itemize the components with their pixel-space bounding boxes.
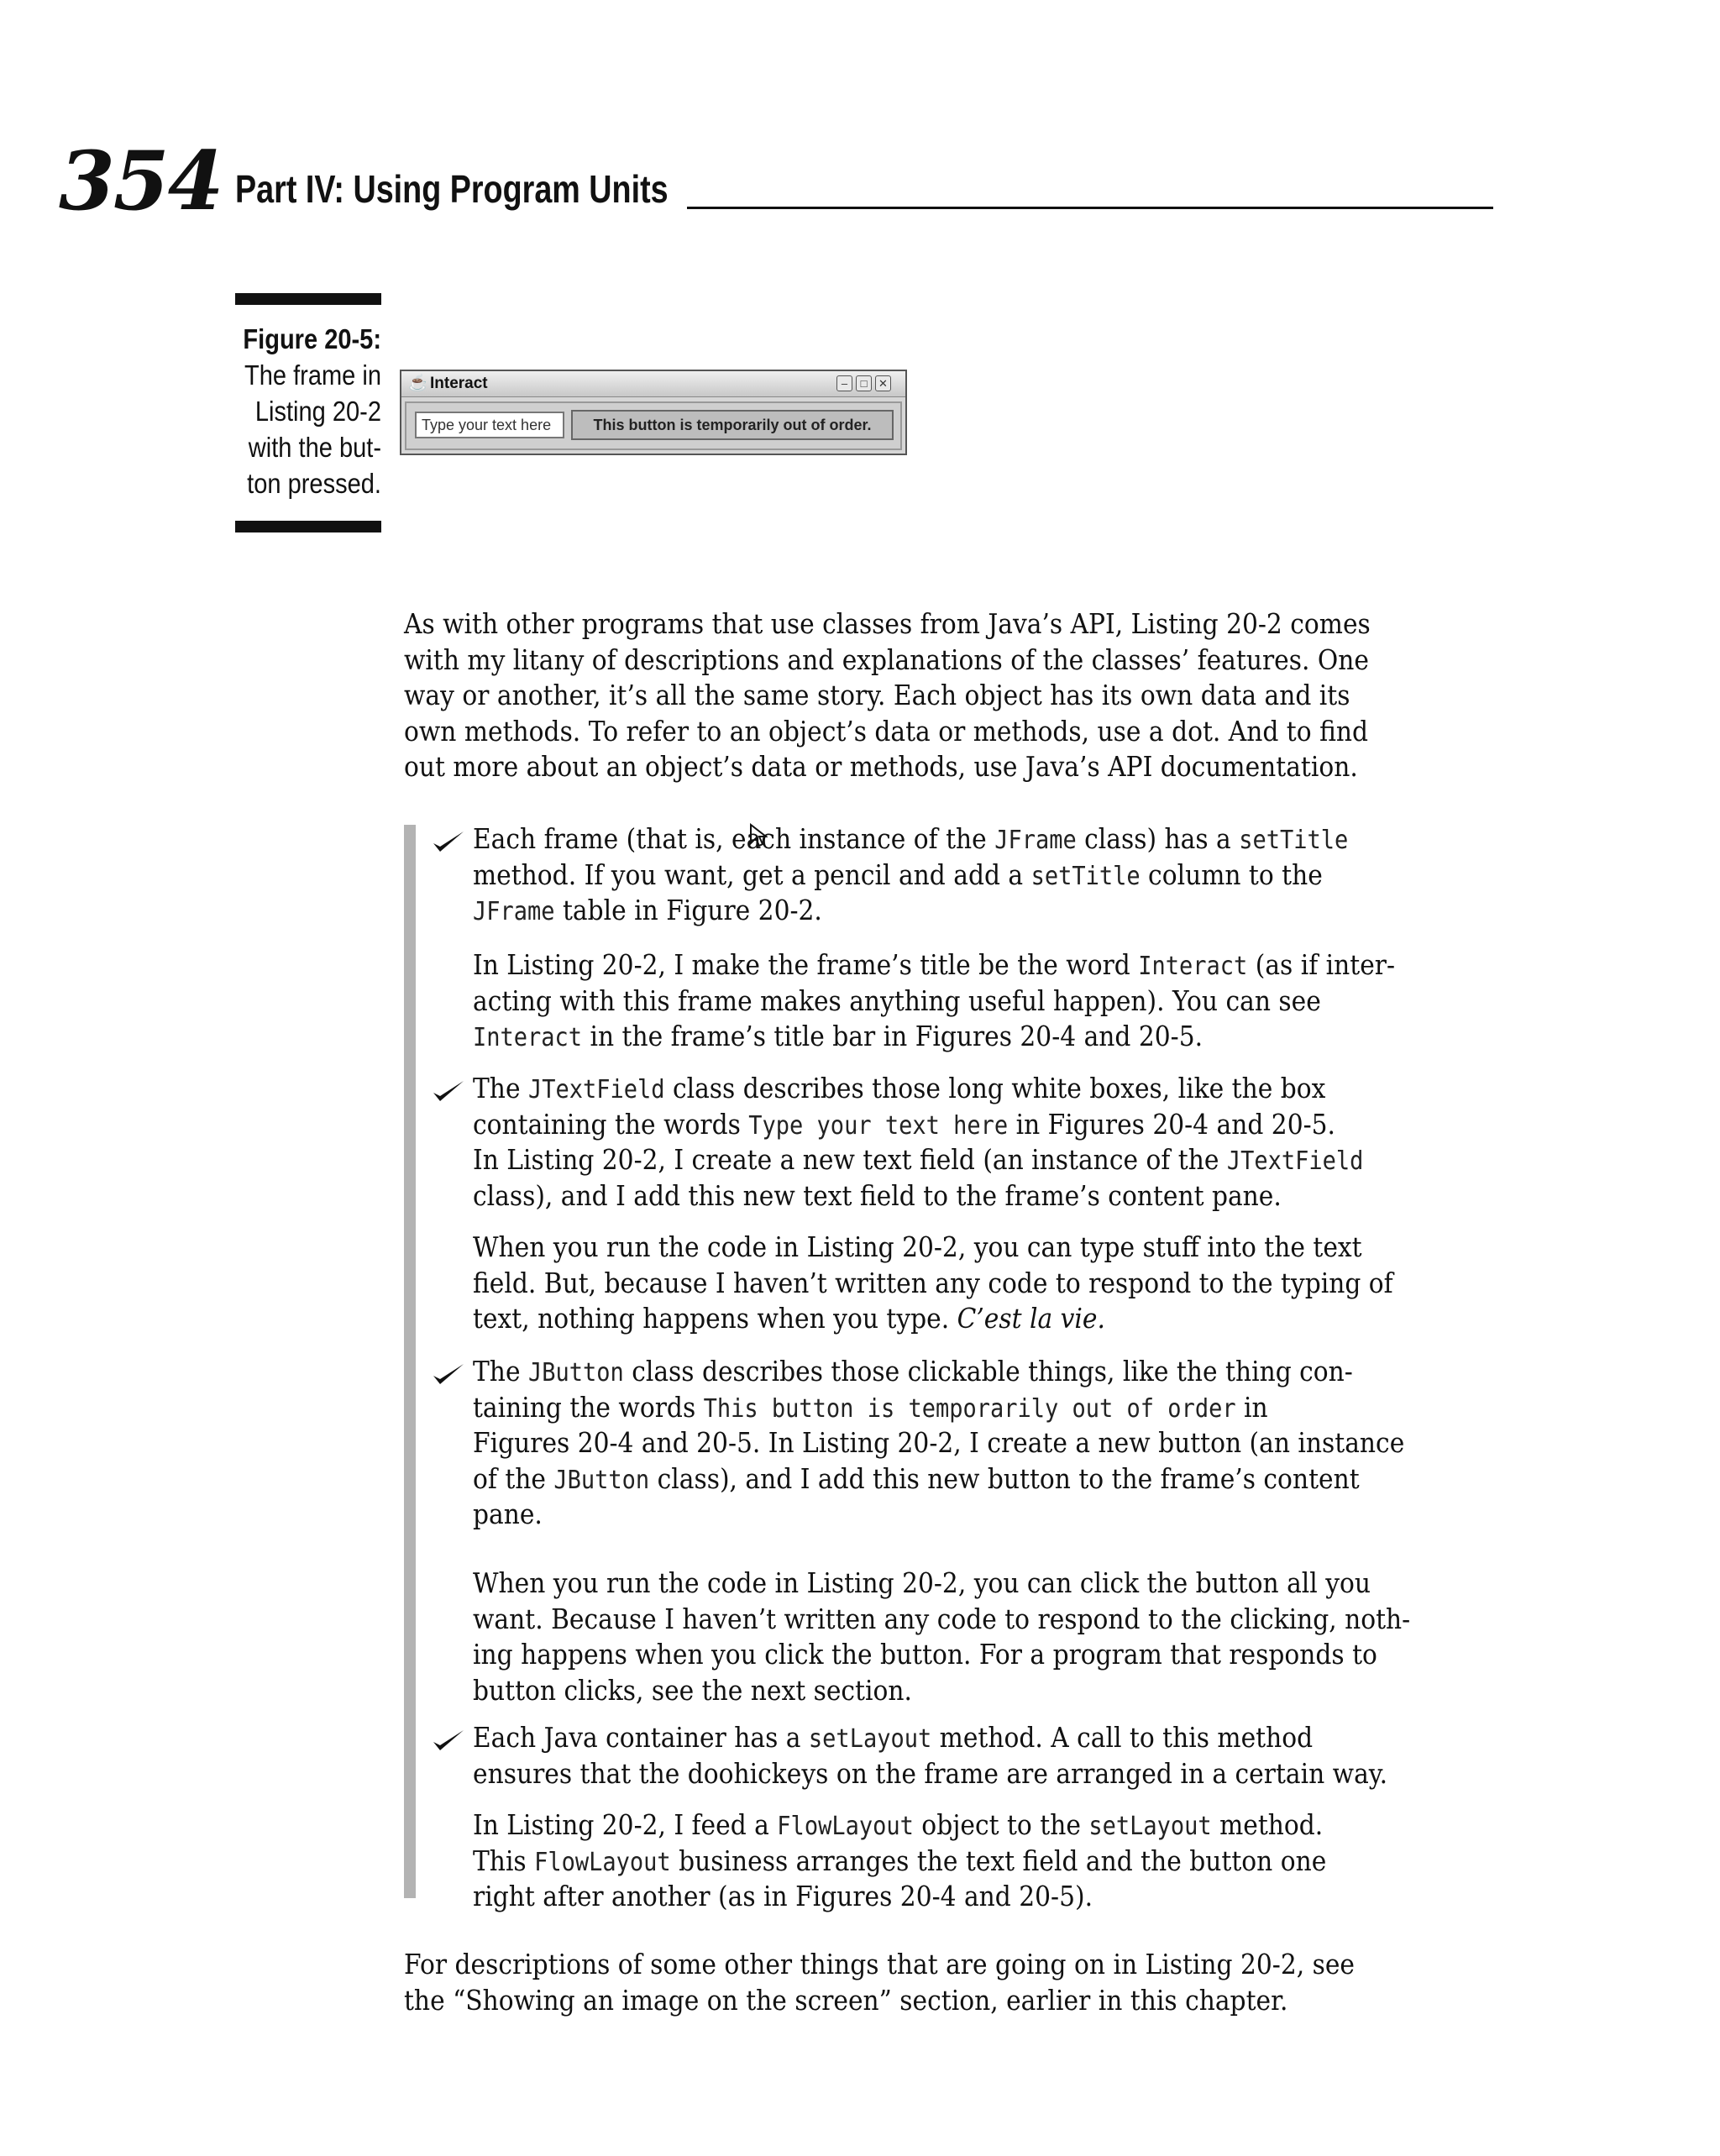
text-run: When you run the code in Listing 20-2, you can click the button all you — [473, 1566, 1371, 1599]
text-run: column to the — [1140, 858, 1323, 891]
text-line — [473, 1390, 1268, 1428]
text-field[interactable]: Type your text here — [415, 412, 564, 438]
text-run: business arranges the text field and the button one — [670, 1844, 1327, 1877]
text-run: in Figures 20-4 and 20-5. — [1008, 1107, 1335, 1141]
text-line — [473, 1354, 1353, 1392]
caption-line: with the but- — [248, 432, 381, 463]
intro-line: out more about an object’s data or methods, use Java’s API documentation. — [404, 750, 1358, 783]
caption-line: Listing 20-2 — [254, 396, 381, 427]
text-run: Figures 20-4 and 20-5. In Listing 20-2, I create a new button (an instance — [473, 1426, 1405, 1459]
check-bullet-icon — [432, 1361, 465, 1387]
text-run: The — [473, 1072, 528, 1104]
text-run: acting with this frame makes anything useful happen). You can see — [473, 984, 1321, 1017]
text-run: In Listing 20-2, I create a new text field (an instance of the — [473, 1143, 1227, 1176]
intro-line: own methods. To refer to an object’s data or methods, use a dot. And to find — [404, 714, 1369, 748]
intro-line: with my litany of descriptions and explanations of the classes’ features. One — [404, 643, 1369, 676]
java-cup-icon: ☕ — [408, 375, 428, 392]
text-line — [473, 1673, 912, 1709]
text-run: text, nothing happens when you type. — [473, 1302, 957, 1335]
code-term: Interact — [473, 1023, 583, 1052]
figure-label: Figure 20-5: — [243, 323, 381, 354]
text-run: This — [473, 1844, 535, 1877]
window-title: Interact — [430, 375, 488, 392]
text-run: in — [1235, 1390, 1268, 1424]
text-line — [473, 1230, 1362, 1266]
text-line — [473, 1602, 1410, 1638]
content-pane — [405, 401, 902, 450]
closing-line: the “Showing an image on the screen” section, earlier in this chapter. — [404, 1983, 1288, 2017]
intro-line: As with other programs that use classes from Java’s API, Listing 20-2 comes — [404, 607, 1371, 640]
text-run: button clicks, see the next section. — [473, 1673, 912, 1707]
list-side-bar — [404, 825, 416, 1898]
text-run: containing the words — [473, 1107, 749, 1141]
intro-line: way or another, it’s all the same story. Each object has its own data and its — [404, 679, 1350, 711]
italic-text: C’est la vie. — [957, 1302, 1105, 1335]
text-run: (as if inter- — [1247, 948, 1396, 981]
text-line — [473, 1720, 1313, 1758]
text-run: class describes those clickable things, like the thing con- — [623, 1355, 1353, 1387]
check-bullet-icon — [432, 1727, 465, 1754]
page-header-title: Part IV: Using Program Units — [235, 167, 669, 211]
text-line — [473, 1071, 1325, 1109]
text-line — [473, 821, 1348, 859]
minimize-icon[interactable]: – — [836, 375, 852, 391]
text-run: class), and I add this new text field to the frame’s content pane. — [473, 1178, 1282, 1212]
text-line — [473, 1566, 1371, 1602]
text-line — [473, 1461, 1360, 1499]
text-run: taining the words — [473, 1390, 704, 1424]
text-run: in the frame’s title bar in Figures 20-4 and 20-5. — [582, 1020, 1203, 1052]
text-run: want. Because I haven’t written any code to respond to the clicking, noth- — [473, 1602, 1411, 1635]
interact-window — [400, 370, 907, 455]
caption-line: ton pressed. — [247, 468, 381, 499]
text-line — [473, 1756, 1387, 1792]
text-run: method. If you want, get a pencil and add a — [473, 858, 1031, 891]
code-term: Interact — [1138, 952, 1248, 981]
header-rule — [687, 207, 1493, 209]
text-line — [473, 1178, 1282, 1214]
text-line — [473, 1637, 1377, 1673]
out-of-order-button[interactable]: This button is temporarily out of order. — [571, 410, 894, 440]
text-run: Each Java container has a — [473, 1721, 809, 1754]
text-run: method. A call to this method — [931, 1721, 1314, 1754]
text-line — [473, 984, 1321, 1020]
text-run: ing happens when you click the button. For a program that responds to — [473, 1638, 1377, 1671]
text-run: table in Figure 20-2. — [554, 894, 822, 926]
text-line — [473, 1266, 1393, 1302]
text-line — [473, 1142, 1363, 1180]
close-icon[interactable]: ✕ — [875, 375, 891, 391]
check-bullet-icon — [432, 1078, 465, 1104]
check-bullet-icon — [432, 828, 465, 855]
code-term: setLayout — [808, 1724, 932, 1754]
figure-caption — [193, 321, 381, 501]
text-run: right after another (as in Figures 20-4 and 20-5). — [473, 1880, 1093, 1912]
code-term: FlowLayout — [777, 1812, 914, 1841]
text-line — [473, 1425, 1404, 1461]
text-run: field. But, because I haven’t written any code to respond to the typing of — [473, 1266, 1393, 1299]
code-term: setTitle — [1239, 826, 1349, 855]
text-run: pane. — [473, 1498, 543, 1530]
text-run: object to the — [913, 1808, 1089, 1841]
text-run: In Listing 20-2, I make the frame’s title be the word — [473, 948, 1139, 981]
code-term: JButton — [527, 1358, 624, 1387]
window-titlebar[interactable] — [401, 371, 905, 397]
caption-bottom-bar — [235, 521, 381, 532]
code-term: JTextField — [527, 1075, 665, 1104]
text-line — [473, 947, 1395, 985]
code-term: FlowLayout — [534, 1847, 671, 1877]
closing-line: For descriptions of some other things that are going on in Listing 20-2, see — [404, 1948, 1356, 1980]
text-line — [473, 1844, 1326, 1881]
code-term: JTextField — [1226, 1146, 1364, 1176]
text-line — [473, 893, 822, 931]
code-term: Type your text here — [748, 1110, 1009, 1141]
code-term: This button is temporarily out of order — [703, 1393, 1236, 1424]
page-number: 354 — [59, 134, 223, 228]
caption-line: The frame in — [244, 359, 381, 391]
text-line — [473, 1807, 1323, 1845]
text-run: In Listing 20-2, I feed a — [473, 1808, 778, 1841]
text-line — [473, 1107, 1335, 1145]
code-term: JFrame — [473, 897, 555, 926]
text-run: Each frame (that is, each instance of the — [473, 822, 995, 855]
text-run: ensures that the doohickeys on the frame are arranged in a certain way. — [473, 1756, 1388, 1790]
text-run: method. — [1211, 1808, 1324, 1841]
code-term: JFrame — [994, 826, 1077, 855]
text-line — [473, 1879, 1093, 1915]
text-run: When you run the code in Listing 20-2, you can type stuff into the text — [473, 1230, 1362, 1263]
text-run: class describes those long white boxes, like the box — [664, 1072, 1326, 1104]
maximize-icon[interactable]: □ — [856, 375, 872, 391]
caption-top-bar — [235, 293, 381, 305]
code-term: JButton — [553, 1465, 650, 1495]
text-line — [473, 1019, 1203, 1057]
text-run: class), and I add this new button to the frame’s content — [649, 1461, 1360, 1495]
text-run: The — [473, 1355, 528, 1387]
text-run: of the — [473, 1461, 554, 1495]
text-line — [473, 858, 1323, 895]
code-term: setTitle — [1030, 861, 1141, 891]
text-line — [473, 1301, 1105, 1337]
code-term: setLayout — [1088, 1812, 1212, 1841]
text-line — [473, 1497, 543, 1533]
text-run: class) has a — [1076, 822, 1240, 855]
